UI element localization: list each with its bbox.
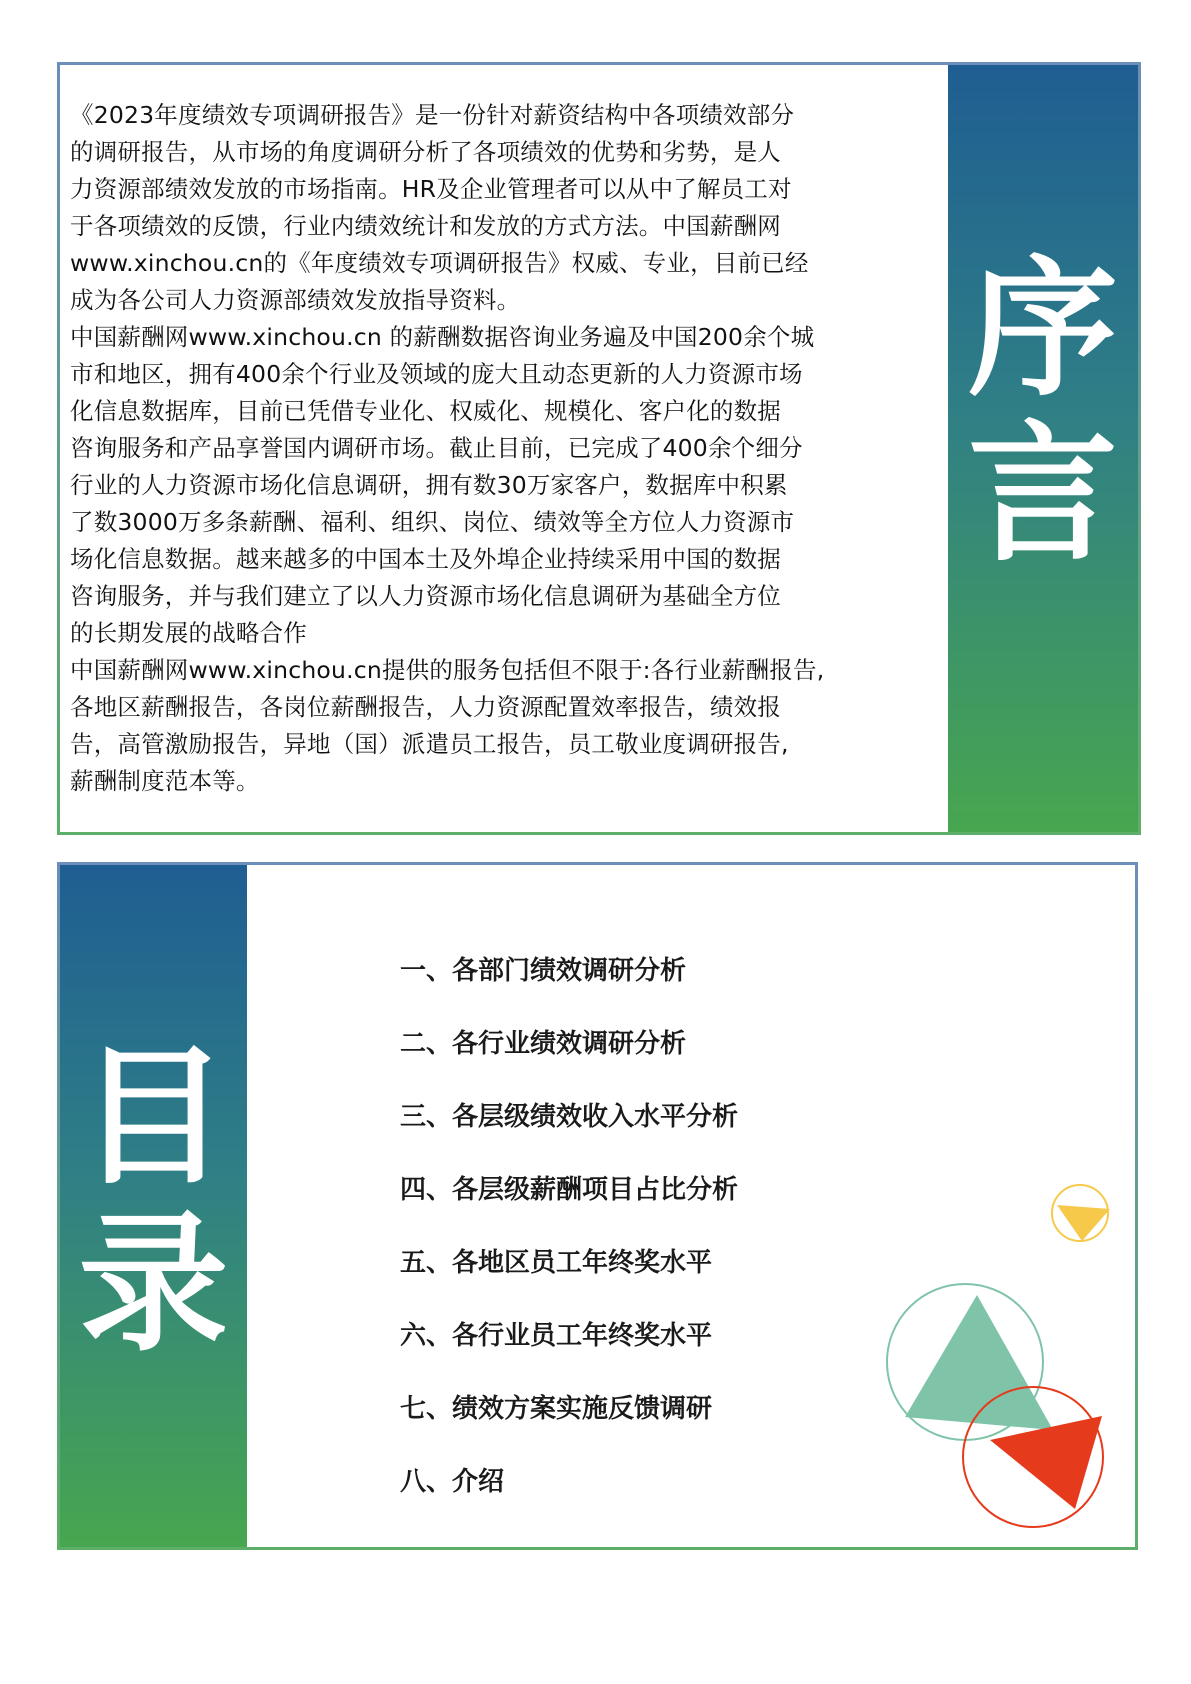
preface-panel [57, 62, 1141, 835]
toc-title-char-1: 目 [78, 1031, 229, 1205]
toc-list [400, 935, 738, 1519]
preface-title-band [948, 65, 1138, 832]
toc-item[interactable]: 八、介绍 [400, 1467, 505, 1497]
preface-body [70, 97, 950, 800]
toc-title-band [60, 865, 247, 1547]
green-triangle [905, 1295, 1053, 1430]
preface-paragraph-1: 《2023年度绩效专项调研报告》是一份针对薪资结构中各项绩效部分 的调研报告，从市场的角度调研分析了各项绩效的优势和劣势，是人 力资源部绩效发放的市场指南。HR及企业管理者可以从中了解员工对 于各项绩效的反馈，行业内绩效统计和发放的方式方法。中国薪酬网 www.xinchou.cn的《年度绩效专项调研报告》权威、专业，目前已经 成为各公司人力资源部绩效发放指导资料。 [70, 101, 809, 314]
toc-item[interactable]: 一、各部门绩效调研分析 [400, 956, 687, 986]
toc-item[interactable]: 五、各地区员工年终奖水平 [400, 1248, 713, 1278]
preface-title-char-1: 序 [967, 243, 1118, 417]
toc-item[interactable]: 六、各行业员工年终奖水平 [400, 1321, 713, 1351]
toc-item[interactable]: 七、绩效方案实施反馈调研 [400, 1394, 713, 1424]
toc-item[interactable]: 二、各行业绩效调研分析 [400, 1029, 687, 1059]
preface-title-char-2: 言 [967, 408, 1118, 582]
red-triangle [990, 1416, 1102, 1509]
preface-paragraph-2: 中国薪酬网www.xinchou.cn 的薪酬数据咨询业务遍及中国200余个城 市和地区，拥有400余个行业及领域的庞大且动态更新的人力资源市场 化信息数据库，目前已凭借专业化、权威化、规模化、客户化的数据 咨询服务和产品享誉国内调研市场。截止目前，已完成了400余个细分 行业的人力资源市场化信息调研，拥有数30万家客户，数据库中积累 了数3000万多条薪酬、福利、组织、岗位、绩效等全方位人力资源市 场化信息数据。越来越多的中国本土及外埠企业持续采用中国的数据 咨询服务，并与我们建立了以人力资源市场化信息调研为基础全方位 的长期发展的战略合作 [70, 323, 815, 647]
preface-paragraph-3: 中国薪酬网www.xinchou.cn提供的服务包括但不限于:各行业薪酬报告, 各地区薪酬报告，各岗位薪酬报告，人力资源配置效率报告，绩效报 告，高管激励报告，异地（国）派遣员工报告，员工敬业度调研报告, 薪酬制度范本等。 [70, 656, 825, 795]
toc-item[interactable]: 三、各层级绩效收入水平分析 [400, 1102, 739, 1132]
toc-item[interactable]: 四、各层级薪酬项目占比分析 [400, 1175, 739, 1205]
toc-title-char-2: 录 [78, 1198, 229, 1372]
decorative-shapes [870, 1175, 1120, 1535]
